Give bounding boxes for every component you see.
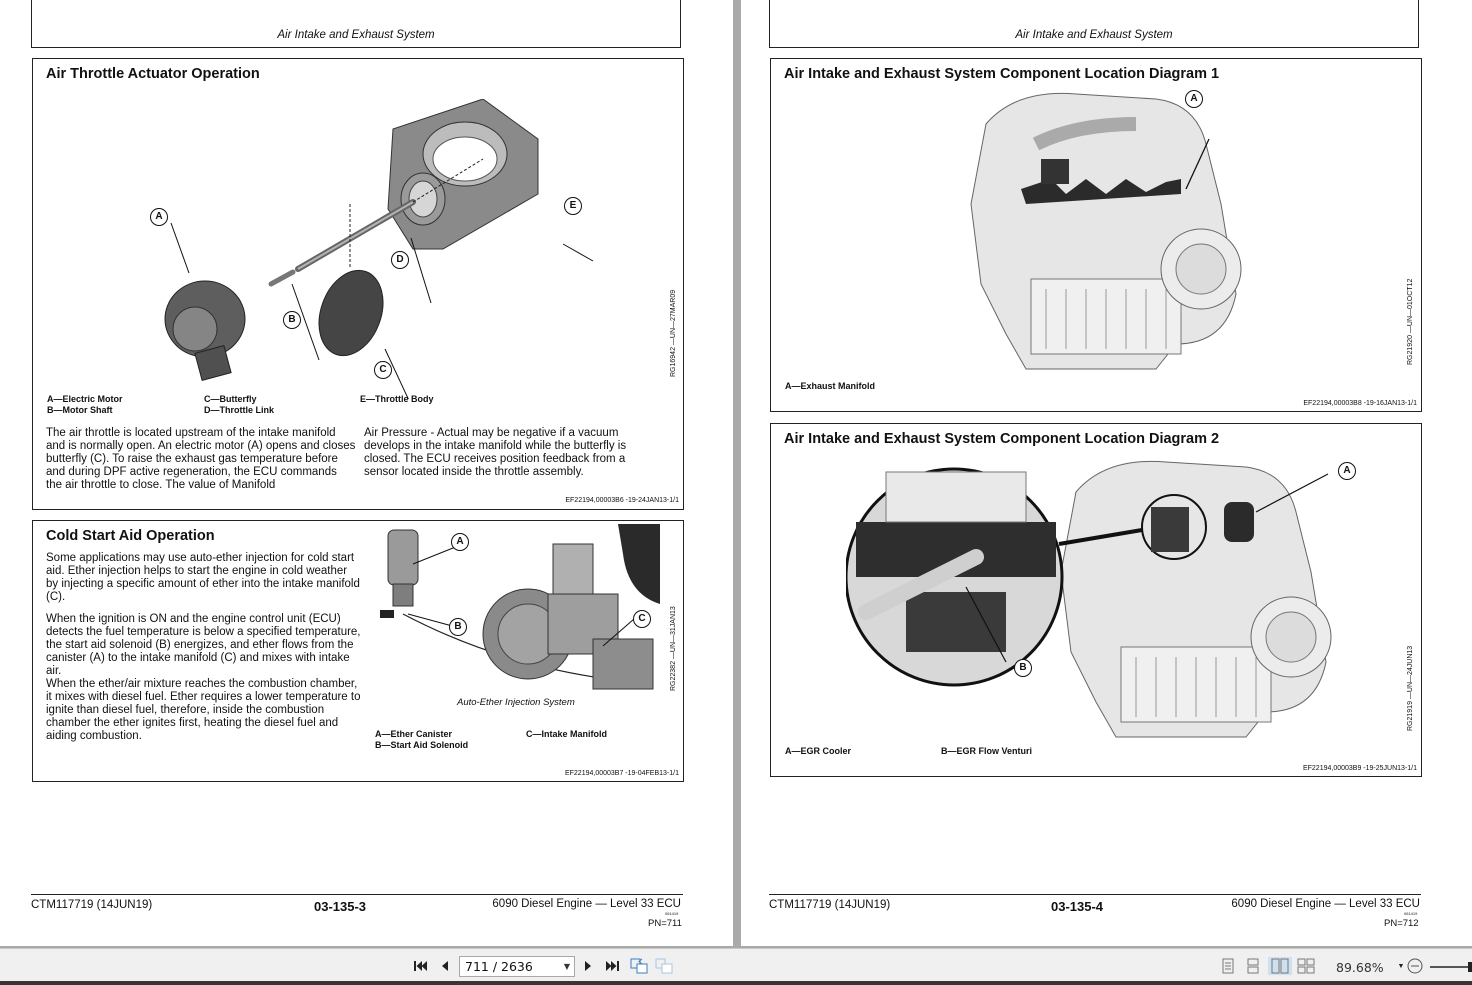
section-title: Air Intake and Exhaust System Component Location Diagram 1 <box>784 66 1220 82</box>
legend-item: A—Electric Motor <box>47 394 123 404</box>
figure-id: RG21919 —UN—24JUN13 <box>1407 645 1414 731</box>
continuous-view-button[interactable] <box>1244 957 1262 975</box>
zoom-out-icon <box>1407 958 1423 974</box>
zoom-level[interactable]: 89.68% <box>1336 960 1384 975</box>
first-page-button[interactable] <box>412 957 428 975</box>
callout-a: A <box>1185 90 1203 108</box>
footer-pn: PN=712 <box>1384 918 1419 929</box>
legend-col-1 <box>47 394 123 416</box>
footer-rule <box>31 894 683 895</box>
running-header <box>769 0 1419 48</box>
legend-col-2 <box>204 394 274 416</box>
section-location-diagram-2 <box>770 423 1422 777</box>
callout-b: B <box>449 618 467 636</box>
paragraph: When the ether/air mixture reaches the combustion chamber, it mixes with diesel fuel. Ether requires a lower temperature to ignite than diesel fuel, therefore, inside the combustion chamber the ether ignites first, heating the diesel fuel and aiding combustion. <box>46 678 361 742</box>
legend-item: B—Motor Shaft <box>47 405 113 415</box>
section-air-throttle <box>32 58 684 510</box>
two-page-continuous-view-button[interactable] <box>1296 957 1316 975</box>
cold-start-text <box>46 552 361 743</box>
footer-date-code: 061419 <box>665 911 679 916</box>
reference-code: EF22194,00003B7 -19-04FEB13-1/1 <box>564 770 679 777</box>
window-bottom-edge <box>0 981 1472 985</box>
legend-col-1 <box>785 746 851 757</box>
legend-item: C—Intake Manifold <box>526 729 608 739</box>
callout-e: E <box>564 197 582 215</box>
next-view-button[interactable] <box>654 957 674 975</box>
legend-item: A—EGR Cooler <box>785 746 852 756</box>
footer-page-number: 03-135-3 <box>314 899 367 914</box>
previous-view-icon <box>630 958 648 974</box>
reference-code: EF22194,00003B6 -19-24JAN13-1/1 <box>565 497 679 504</box>
legend-col-2 <box>941 746 1032 757</box>
previous-page-icon <box>441 960 449 972</box>
running-header-text: Air Intake and Exhaust System <box>277 29 435 41</box>
throttle-exploded-illustration <box>143 99 613 399</box>
footer-date-code: 061419 <box>1404 911 1418 916</box>
continuous-page-icon <box>1247 958 1259 974</box>
page-left <box>0 0 733 946</box>
next-page-icon <box>584 960 592 972</box>
previous-view-button[interactable] <box>629 957 649 975</box>
zoom-dropdown-button[interactable] <box>1396 957 1406 975</box>
footer-title: 6090 Diesel Engine — Level 33 ECU <box>1231 898 1420 910</box>
paragraph: Some applications may use auto-ether injection for cold start aid. Ether injection helps to start the engine in cold weather by injecting a specific amount of ether into the intake manifold (C). <box>46 552 360 603</box>
two-page-icon <box>1271 958 1289 974</box>
running-header <box>31 0 681 48</box>
callout-c: C <box>633 610 651 628</box>
page-number-select[interactable] <box>459 956 575 977</box>
page-number-value: 711 / 2636 <box>465 959 533 974</box>
zoom-slider-thumb[interactable] <box>1468 962 1472 972</box>
callout-a: A <box>1338 462 1356 480</box>
footer-doc: CTM117719 (14JUN19) <box>769 899 891 911</box>
two-page-continuous-icon <box>1297 958 1315 974</box>
next-view-icon <box>655 958 673 974</box>
paragraph-left: The air throttle is located upstream of the intake manifold and is normally open. An electric motor (A) opens and closes butterfly (C). To raise the exhaust gas temperature before and during DPF active regeneration, the ECU commands the air throttle to close. The value of Manifold <box>46 427 356 491</box>
legend-col-3 <box>360 394 434 405</box>
legend-item: E—Throttle Body <box>360 394 434 404</box>
callout-a: A <box>150 208 168 226</box>
last-page-button[interactable] <box>604 957 622 975</box>
section-title: Air Throttle Actuator Operation <box>46 66 260 82</box>
section-title: Cold Start Aid Operation <box>46 528 215 544</box>
figure-id: RG21920 —UN—01OCT12 <box>1407 278 1414 365</box>
page-gutter <box>733 0 741 946</box>
viewer-toolbar <box>0 948 1472 981</box>
two-page-view-button[interactable] <box>1268 957 1292 975</box>
callout-c: C <box>374 361 392 379</box>
dropdown-arrow-icon: ▼ <box>1397 962 1405 970</box>
paragraph-right: Air Pressure - Actual may be negative if a vacuum develops in the intake manifold while the butterfly is closed. The ECU receives position feedback from a sensor located inside the throttle assembly. <box>364 427 627 478</box>
footer-title: 6090 Diesel Engine — Level 33 ECU <box>492 898 681 910</box>
callout-a: A <box>451 533 469 551</box>
figure-id: RG16942 —UN—27MAR09 <box>670 289 677 377</box>
figure-caption: Auto-Ether Injection System <box>457 697 575 708</box>
next-page-button[interactable] <box>581 957 595 975</box>
last-page-icon <box>606 960 620 972</box>
engine-illustration-1 <box>956 84 1246 374</box>
legend-item: C—Butterfly <box>204 394 257 404</box>
footer-doc: CTM117719 (14JUN19) <box>31 899 153 911</box>
throttle-body-shape <box>388 99 538 249</box>
legend-item: B—EGR Flow Venturi <box>941 746 1033 756</box>
page-right <box>741 0 1472 946</box>
legend-item: A—Exhaust Manifold <box>785 381 876 391</box>
zoom-slider[interactable] <box>1430 966 1472 968</box>
previous-page-button[interactable] <box>438 957 452 975</box>
single-page-view-button[interactable] <box>1220 957 1236 975</box>
section-title: Air Intake and Exhaust System Component Location Diagram 2 <box>784 431 1220 447</box>
running-header-text: Air Intake and Exhaust System <box>1015 29 1173 41</box>
ether-injection-illustration <box>378 524 660 694</box>
dropdown-arrow-icon: ▼ <box>563 962 570 971</box>
footer-pn: PN=711 <box>648 918 682 929</box>
first-page-icon <box>413 960 427 972</box>
reference-code: EF22194,00003B8 -19-16JAN13-1/1 <box>1303 400 1417 407</box>
legend-item: B—Start Aid Solenoid <box>375 740 469 750</box>
single-page-icon <box>1222 958 1234 974</box>
section-cold-start-aid <box>32 520 684 782</box>
section-location-diagram-1 <box>770 58 1422 412</box>
engine-illustration-2 <box>846 452 1376 742</box>
callout-b: B <box>1014 659 1032 677</box>
figure-id: RG22382 —UN—31JAN13 <box>670 606 677 691</box>
legend-col-2 <box>526 729 607 740</box>
legend-item: D—Throttle Link <box>204 405 274 415</box>
zoom-out-button[interactable] <box>1406 957 1424 975</box>
footer-page-number: 03-135-4 <box>1051 899 1104 914</box>
callout-d: D <box>391 251 409 269</box>
legend <box>785 381 875 392</box>
legend-item: A—Ether Canister <box>375 729 453 739</box>
reference-code: EF22194,00003B9 -19-25JUN13-1/1 <box>1302 765 1417 772</box>
legend-col-1 <box>375 729 468 751</box>
footer-rule <box>769 894 1421 895</box>
callout-b: B <box>283 311 301 329</box>
paragraph: When the ignition is ON and the engine control unit (ECU) detects the fuel temperature is below a specified temperature, the start aid solenoid (B) energizes, and ether flows from the canister (A) to the intake manifold (C) and mixes with intake air. <box>46 613 361 677</box>
